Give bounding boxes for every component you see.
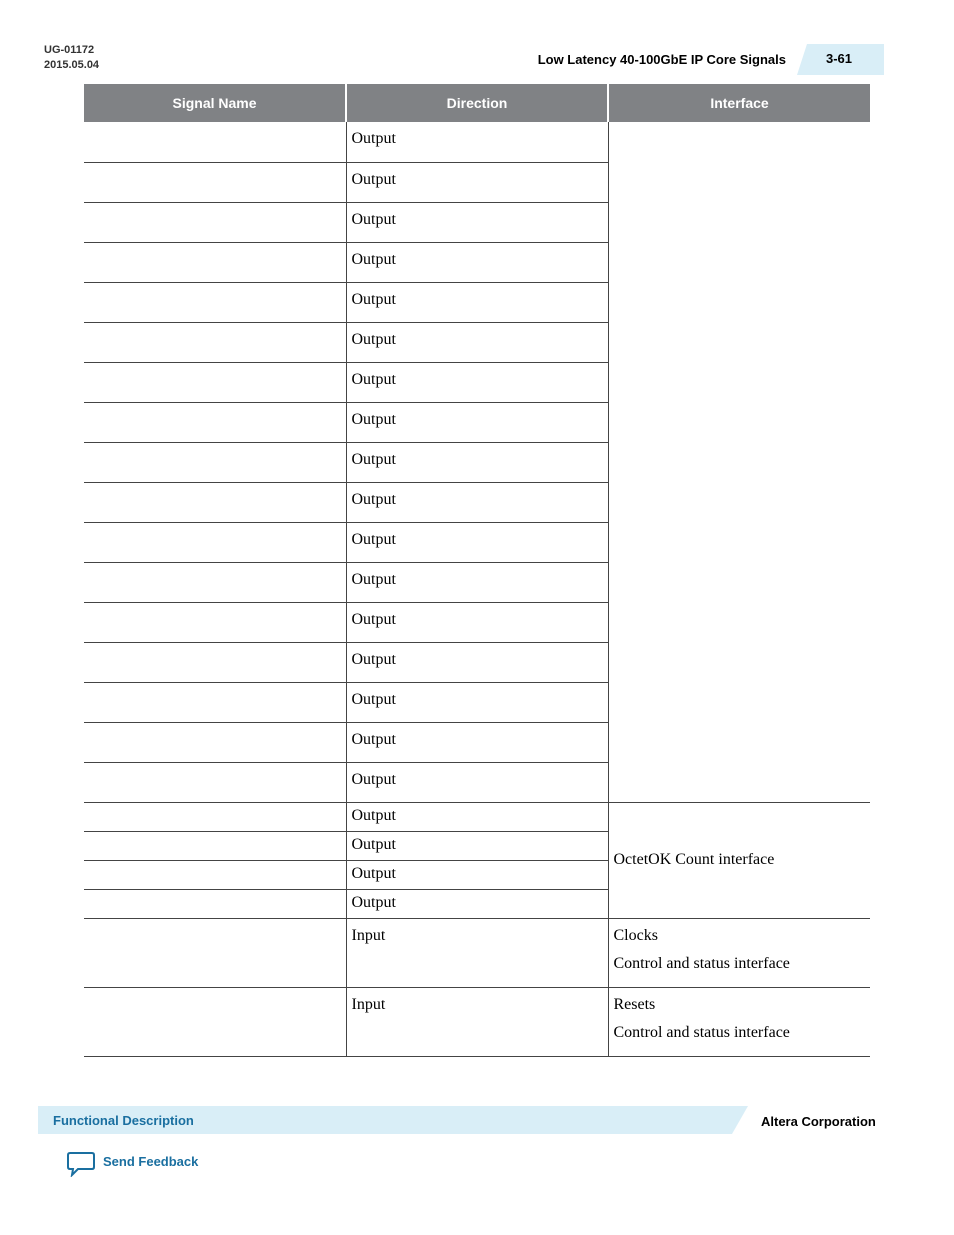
footer-company: Altera Corporation <box>761 1114 876 1129</box>
signal-name-cell <box>84 889 346 918</box>
signal-name-cell <box>84 322 346 362</box>
signal-name-cell <box>84 987 346 1056</box>
signal-name-cell <box>84 522 346 562</box>
table-row <box>84 122 870 162</box>
signal-name-cell <box>84 202 346 242</box>
interface-cell <box>608 122 870 802</box>
signal-name-cell <box>84 242 346 282</box>
signal-name-cell <box>84 682 346 722</box>
direction-cell: Output <box>346 602 608 642</box>
footer-section-link[interactable]: Functional Description <box>53 1113 194 1128</box>
signal-name-cell <box>84 918 346 987</box>
signal-name-cell <box>84 762 346 802</box>
direction-cell: Output <box>346 442 608 482</box>
direction-cell: Input <box>346 987 608 1056</box>
interface-cell <box>608 918 870 987</box>
signal-name-cell <box>84 802 346 831</box>
table-row <box>84 918 870 987</box>
direction-cell: Output <box>346 202 608 242</box>
direction-cell: Output <box>346 762 608 802</box>
interface-line: Resets <box>613 995 656 1013</box>
direction-cell: Output <box>346 682 608 722</box>
send-feedback-link[interactable]: Send Feedback <box>103 1154 199 1169</box>
signal-name-cell <box>84 860 346 889</box>
direction-cell: Output <box>346 282 608 322</box>
table-row <box>84 802 870 831</box>
column-header-direction: Direction <box>346 84 608 122</box>
direction-cell: Output <box>346 860 608 889</box>
signal-table <box>84 84 870 1057</box>
signal-name-cell <box>84 122 346 162</box>
doc-id: UG-01172 <box>44 44 95 56</box>
signal-name-cell <box>84 831 346 860</box>
direction-cell: Output <box>346 122 608 162</box>
table-row <box>84 987 870 1056</box>
header-title: Low Latency 40-100GbE IP Core Signals <box>537 52 786 67</box>
direction-cell: Output <box>346 722 608 762</box>
signal-name-cell <box>84 402 346 442</box>
direction-cell: Output <box>346 162 608 202</box>
doc-id-block <box>44 43 99 73</box>
signal-name-cell <box>84 602 346 642</box>
interface-cell: OctetOK Count interface <box>608 802 870 918</box>
direction-cell: Output <box>346 362 608 402</box>
interface-line: Clocks <box>613 926 658 944</box>
doc-date: 2015.05.04 <box>44 59 100 71</box>
direction-cell: Output <box>346 402 608 442</box>
signal-name-cell <box>84 442 346 482</box>
interface-line: Control and status interface <box>613 954 790 972</box>
signal-name-cell <box>84 482 346 522</box>
interface-line: Control and status interface <box>613 1023 790 1041</box>
direction-cell: Output <box>346 322 608 362</box>
signal-name-cell <box>84 722 346 762</box>
speech-bubble-icon[interactable] <box>66 1151 96 1182</box>
direction-cell: Output <box>346 242 608 282</box>
signal-name-cell <box>84 562 346 602</box>
direction-cell: Output <box>346 889 608 918</box>
direction-cell: Output <box>346 802 608 831</box>
direction-cell: Output <box>346 562 608 602</box>
column-header-interface: Interface <box>608 84 870 122</box>
direction-cell: Output <box>346 482 608 522</box>
signal-name-cell <box>84 162 346 202</box>
signal-name-cell <box>84 362 346 402</box>
direction-cell: Output <box>346 522 608 562</box>
page-number: 3-61 <box>826 51 853 66</box>
direction-cell: Output <box>346 831 608 860</box>
direction-cell: Input <box>346 918 608 987</box>
interface-cell <box>608 987 870 1056</box>
column-header-signal-name: Signal Name <box>84 84 346 122</box>
direction-cell: Output <box>346 642 608 682</box>
signal-name-cell <box>84 642 346 682</box>
signal-name-cell <box>84 282 346 322</box>
